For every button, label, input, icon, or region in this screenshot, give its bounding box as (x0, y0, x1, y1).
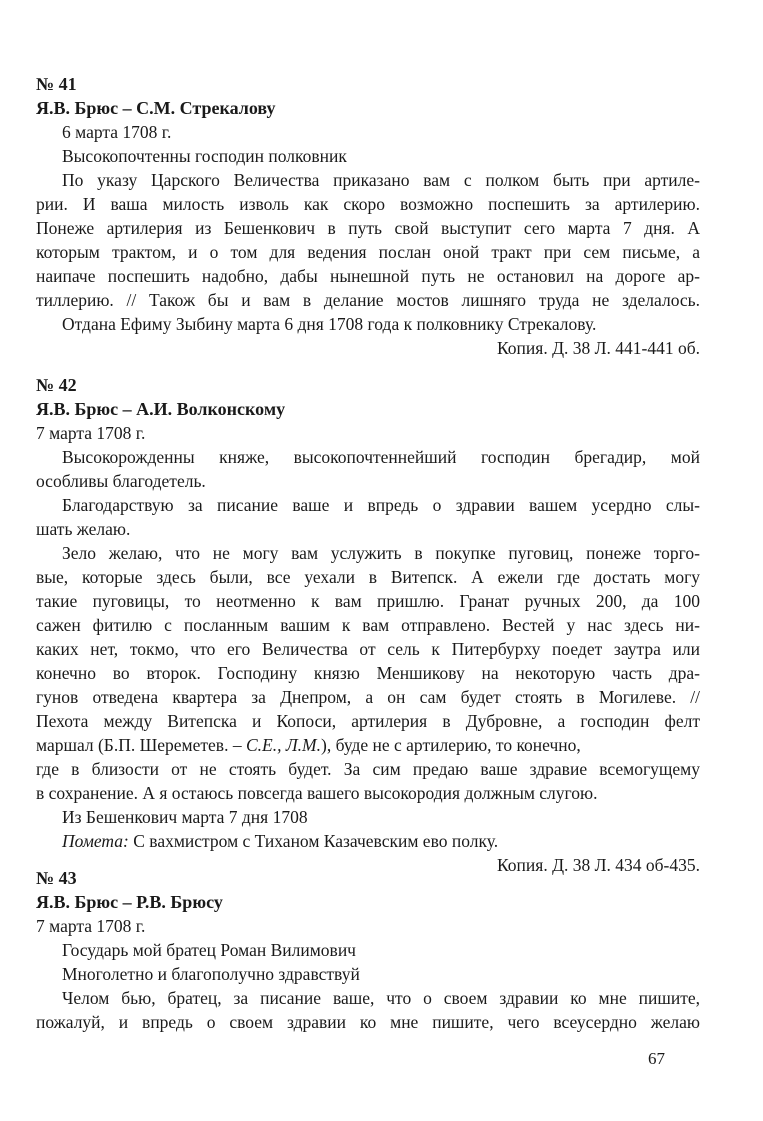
doc-title: Я.В. Брюс – С.М. Стрекалову (36, 98, 276, 118)
text-line: Понеже артилерия из Бешенкович в путь свой выступит сего марта 7 дня. А (36, 218, 700, 238)
text-line: Благодарствую за писание ваше и впредь о здравии вашем усердно слы- (62, 495, 700, 515)
text-line: особливы благодетель. (36, 471, 206, 491)
doc-date: 7 марта 1708 г. (36, 423, 146, 443)
text-line: Высокопочтенны господин полковник (62, 146, 347, 166)
doc-43 (36, 866, 700, 1034)
doc-42 (36, 373, 700, 877)
text-line (36, 733, 700, 757)
text-line: в сохранение. А я остаюсь повсегда вашего высокородия должным слугою. (36, 783, 598, 803)
text-line: Высокорожденны княже, высокопочтеннейший господин брегадир, мой (62, 447, 700, 467)
source-reference: Копия. Д. 38 Л. 441-441 об. (497, 338, 700, 358)
note-line (36, 829, 700, 853)
text-line: тиллерию. // Також бы и вам в делание мостов лишняго труда не зделалось. (36, 290, 700, 310)
text-fragment: ), буде не с артилерию, то конечно, (321, 735, 581, 755)
page-number: 67 (648, 1049, 665, 1068)
text-line: гунов отведена квартера за Днепром, а он сам будет стоять в Могилеве. // (36, 687, 700, 707)
text-line: Пехота между Витепска и Копоси, артилерия в Дубровне, а господин фелт (36, 711, 700, 731)
text-line: конечно во второк. Господину князю Меншикову на некоторую часть дра- (36, 663, 700, 683)
text-line: где в близости от не стоять будет. За сим предаю ваше здравие всемогущему (36, 759, 700, 779)
note-label: Помета: (62, 831, 129, 851)
text-line: По указу Царского Величества приказано вам с полком быть при артиле- (62, 170, 700, 190)
doc-number: № 43 (36, 868, 77, 888)
doc-title: Я.В. Брюс – Р.В. Брюсу (36, 892, 223, 912)
text-line: Отдана Ефиму Зыбину марта 6 дня 1708 года к полковнику Стрекалову. (62, 314, 597, 334)
text-line: шать желаю. (36, 519, 131, 539)
text-line: сажен фитилю с посланным вашим к вам отправлено. Вестей у нас здесь ни- (36, 615, 700, 635)
text-line: каких нет, токмо, что его Величества от сель к Питербурху поедет заутра или (36, 639, 700, 659)
text-line: Государь мой братец Роман Вилимович (62, 940, 356, 960)
doc-date: 7 марта 1708 г. (36, 916, 146, 936)
text-line: наипаче поспешить надобно, дабы нынешной путь не остановил на дороге ар- (36, 266, 700, 286)
text-line: такие пуговицы, то неотменно к вам пришлю. Гранат ручных 200, да 100 (36, 591, 700, 611)
doc-date: 6 марта 1708 г. (62, 122, 172, 142)
source-reference: Копия. Д. 38 Л. 434 об-435. (497, 855, 700, 875)
text-line: Зело желаю, что не могу вам услужить в покупке пуговиц, понеже торго- (62, 543, 700, 563)
text-line: которым трактом, и о том для ведения послан оной тракт при сем письме, а (36, 242, 700, 262)
note-text: С вахмистром с Тиханом Казачевским ево полку. (133, 831, 499, 851)
doc-number: № 41 (36, 74, 77, 94)
text-line: рии. И ваша милость изволь как скоро возможно поспешить за артилерию. (36, 194, 700, 214)
editor-initials: С.Е., Л.М. (245, 735, 321, 755)
text-line: Многолетно и благополучно здравствуй (62, 964, 360, 984)
doc-41 (36, 72, 700, 360)
text-line: вые, которые здесь были, все уехали в Витепск. А ежели где достать могу (36, 567, 700, 587)
document-page (36, 0, 700, 1121)
text-line: пожалуй, и впредь о своем здравии ко мне пишите, чего всеусердно желаю (36, 1012, 700, 1032)
doc-number: № 42 (36, 375, 77, 395)
text-line: Из Бешенкович марта 7 дня 1708 (62, 807, 308, 827)
text-fragment: маршал (Б.П. Шереметев. – (36, 735, 242, 755)
text-line: Челом бью, братец, за писание ваше, что о своем здравии ко мне пишите, (62, 988, 700, 1008)
doc-title: Я.В. Брюс – А.И. Волконскому (36, 399, 286, 419)
